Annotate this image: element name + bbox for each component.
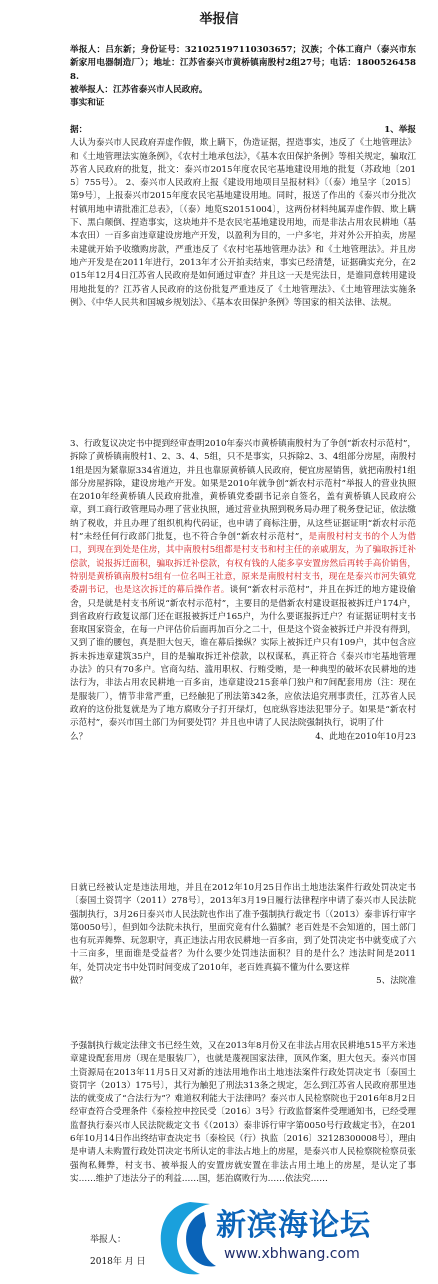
paragraph-1-lead: [70, 124, 416, 137]
tail-right: 4、此地在2010年10月23: [315, 731, 416, 742]
lead-left: 据：: [70, 125, 88, 135]
tail-left: 做？: [70, 976, 88, 987]
paragraph-4-tail: [70, 975, 416, 988]
reporter-line: 举报人：吕东新；身份证号：321025197110303657；汉族；个体工商户（泰兴市东新家用电器制造厂）；地址：江苏省泰兴市黄桥镇南殷村2组27号；电话：18005264588.: [70, 45, 416, 82]
paragraph-1-text: 人认为泰兴市人民政府弄虚作假，欺上瞒下，伪造证据，捏造事实，违反了《土地管理法》和《土地管理法实施条例》，《农村土地承包法》，《基本农田保护条例》等相关规定，骗取江苏省人民政府的批复，批文：泰兴市2015年度农民宅基地建设用地的批复（苏政地〔2015〕755号）。 2、泰兴市人民政府上报《建设用地项目呈报材料》〔（泰）地呈字〔2015〕第9号〕，上报泰兴市2015年度农民宅基地建设用地。同时，报送了作出的《泰兴市分批次村镇用地申请批准汇总表》，〔（泰）地览S20151004〕，这两份材料纯属弄虚作假、欺上瞒下、黑白颠倒、捏造事实，这块地并不是农民宅基地建设用地，而是非法占用农民耕地（基本农田）一百多亩违章建设房地产开发，以盈利为目的，一户多宅，并对外公开拍卖，房屋未建就开始予收缴购房款，严重违反了《农村宅基地管理办法》和《土地管理法》。并且房地产开发是在2011年进行，2013年才公开拍卖结束，事实已经清楚，证据确实充分，在2015年12月4日江苏省人民政府是如何通过审查？并且这一天是宪法日，是谁同意转用建设用地批复的？江苏省人民政府的这份批复严重违反了《土地管理法》、《土地管理法实施条例》、《中华人民共和国城乡规划法》、《基本农田保护条例》等国家的相关法律、法规。: [70, 138, 416, 308]
header-block: [70, 44, 416, 110]
signature-reporter: 举报人：: [90, 1235, 127, 1245]
paragraph-4-text: 日就已经被认定是违法用地，并且在2012年10月25日作出土地违法案件行政处罚决定书〔泰国土资罚字（2011）278号〕，2013年3月19日履行法律程序申请了泰兴市人民法院强制执行，3月26日泰兴市人民法院也作出了准予强制执行裁定书〔（2013）泰非诉行审字第0050号〕，但到如今法院未执行，里面究竟有什么猫腻？老百姓是不会知道的，国土部门也有玩弄舞弊、玩忽职守，真正违法占用农民耕地一百多亩，到了处罚决定书中就变成了六十三亩多，里面谁是受益者？为什么要少处罚违法面积？目的是什么？违法时间是2011年，处罚决定书中处罚时间变成了2010年，老百姓真搞不懂为什么要这样: [70, 883, 416, 973]
paragraph-3-tail: [70, 731, 416, 744]
paragraph-3: [70, 438, 416, 744]
facts-heading: 事实和证: [70, 98, 105, 109]
tail-right: 5、法院准: [376, 976, 416, 987]
watermark: [150, 1196, 438, 1280]
paragraph-5: [70, 1040, 416, 1186]
paragraph-5-text: 予强制执行裁定法律文书已经生效，又在2013年8月份又在非法占用农民耕地515平方米违章建设配套用房（现在是服装厂），也就是蔑视国家法律，顶风作案，胆大包天。泰兴市国土资源局在2013年11月5日又对新的违法用地作出土地违法案件行政处罚决定书〔泰国土资罚字（2013）175号〕，其行为触犯了刑法313条之规定，怎么到江苏省人民政府那里违法的就变成了“合法行为”？难道权利能大于法律吗？泰兴市人民检察院也于2016年8月2日经审查符合受理条件《泰检控申控民受〔2016〕3号》行政监督案件受理通知书，已经受理监督执行泰兴市人民法院裁定文书《（2013）泰非诉行审字第0050号行政裁定书》，在2016年10月14日作出终结审查决定书〔泰检民（行）执监〔2016〕32128300008号〕，理由是申请人未购置行政处罚决定书所认定的非法占地上的房屋，是泰兴市人民检察院检察员张强徇私舞弊，村支书、被举报人的安置房就安置在非法占用土地上的房屋，是认定了事实……维护了违法分子的利益……国，惩治腐败行为……依法究……: [70, 1041, 416, 1184]
paragraph-3-text-b: 谈何“新农村示范村”，并且在拆迁的地方建设偷舍，只是就是村支书所说“新农村示范村”，主要目的是借新农村建设诓报被拆迁户174户，到省政府行政复议部门还在诓报被拆迁户165户，为什么要诓报拆迁户？有证据证明村支书套取国家资金，在每一户评估价后面再加百分之二十，但是这个资金被拆迁户并没有得到，又到了谁的腰包，真是胆大包天，谁在幕后操纵？实际上被拆迁户只有109户，其中包含应拆未拆违章建筑35户，目的是骗取拆迁补偿款，以权谋私，真正符合《泰兴市宅基地管理办法》的只有70多户。官商勾结、滥用职权、行贿受贿，是一种典型的破坏农民耕地的违法行为，非法占用农民耕地一百多亩，违章建设215套单门独户和7间配套用房（注：现在是服装厂），情节非常严重，已经触犯了刑法第342条，应依法追究刑事责任，江苏省人民政府的这份批复就是为了地方腐败分子打开绿灯，包庇纵容违法犯罪分子。如果是“新农村示范村”，泰兴市国土部门为何要处罚？并且也申请了人民法院强制执行，说明了什: [70, 585, 416, 729]
paragraph-4: [70, 882, 416, 988]
document-title: 举报信: [199, 12, 239, 27]
paragraph-3-text-red: 是南殷村村支书的个人为借口，到现在到处是住房，其中南殷村5组都是村支书和村主任的亲戚朋友，为了骗取拆迁补偿款，说报拆迁面积，骗取拆迁补偿款，有权有钱的人能多享安置房然后再转手高价销售，特别是黄桥镇南殷村5组有一位名叫王社意，原来是南殷村村支书，现在是泰兴市河失镇党委副书记，也是这次拆迁的幕后操作者。: [70, 532, 416, 596]
paragraph-1: [70, 124, 416, 310]
lead-right: 1、举报: [384, 125, 416, 135]
reported-line: 被举报人：江苏省泰兴市人民政府。: [70, 84, 208, 95]
paragraph-3-text-a: 3、行政复议决定书中提到经审查明2010年泰兴市黄桥镇南殷村为了争创“新农村示范村”，拆除了黄桥镇南殷村1、2、3、4、5组，只不是事实，只拆除2、3、4组部分房屋，南殷村1组是因为紧靠原334省道边，并且也靠原黄桥镇人民政府，便宜房屋销售，就把南殷村1组部分房屋拆除，建设房地产开发。如果是2010年就争创“新农村示范村”举报人的营业执照在2010年经黄桥镇人民政府批准，黄桥镇党委副书记亲自签名，盖有黄桥镇人民政府公章，到工商行政管理局办理了营业执照，通过营业执照到税务局办理了税务登记证，依法缴纳了税收，并且办理了组织机构代码证，也申请了商标注册，从这些证据证明“新农村示范村”未经任何行政部门批复，也不符合争创“新农村示范村”，: [70, 439, 416, 543]
tail-left: 么？: [70, 731, 88, 742]
signature-date: 2018年 月 日: [90, 1257, 146, 1267]
watermark-logo-icon: [150, 1196, 220, 1280]
watermark-brand: 新滨海论坛: [216, 1208, 371, 1243]
watermark-url: www.xbhwang.com: [224, 1246, 360, 1262]
